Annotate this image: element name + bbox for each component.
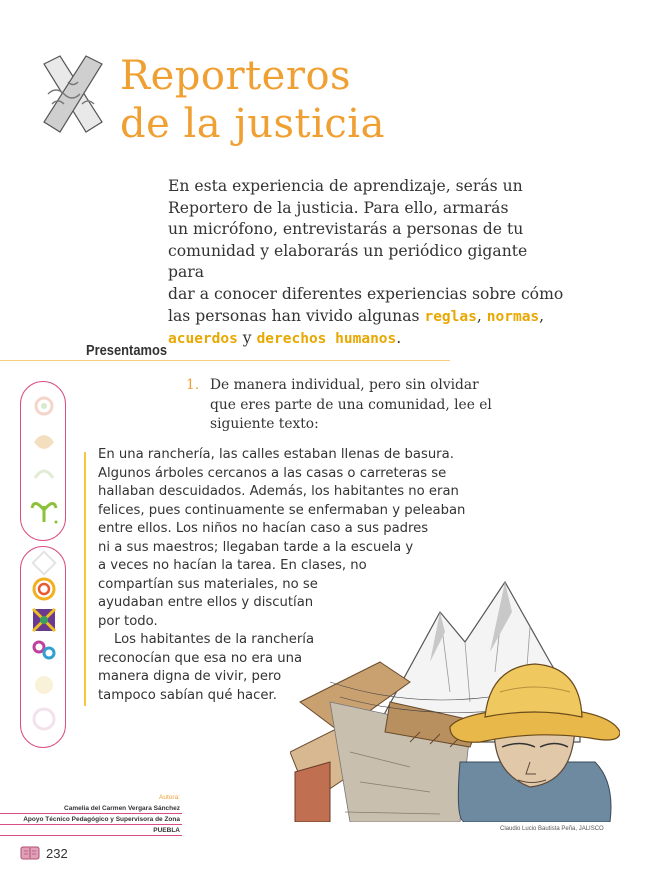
title-line-2: de la justicia	[120, 101, 385, 147]
title-line-1: Reporteros	[120, 53, 352, 99]
step-number: 1.	[186, 377, 200, 393]
reading-line: manera digna de vivir, pero	[98, 669, 282, 684]
step-line: que eres parte de una comunidad, lee el	[210, 396, 492, 413]
intro-text: y	[237, 329, 257, 348]
tree-icon	[35, 471, 53, 478]
intro-text: las personas han vivido algunas	[168, 306, 425, 325]
intro-line: En esta experiencia de aprendizaje, serás un	[168, 177, 523, 195]
infinity-icon	[34, 642, 54, 658]
intro-line: comunidad y elaborarás un periódico gigante para	[168, 241, 528, 282]
step-text	[210, 376, 510, 435]
reading-line: por todo.	[98, 613, 158, 629]
intro-line: Reportero de la justicia. Para ello, armarás	[168, 198, 509, 217]
reading-line: hallaban descuidados. Además, los habitantes no eran	[98, 484, 459, 499]
reading-line: Algunos árboles cercanos a las casas o carreteras se	[98, 465, 447, 481]
keyword-derechos-humanos: derechos humanos	[256, 331, 397, 348]
section-heading: Presentamos	[86, 342, 168, 359]
sun-icon	[35, 676, 53, 694]
village-illustration	[290, 572, 620, 822]
reading-line: felices, pues continuamente se enfermaban y peleaban	[98, 502, 466, 518]
reading-line: compartían sus materiales, no se	[98, 576, 318, 592]
keyword-normas: normas	[486, 308, 540, 325]
spiral-icon	[34, 579, 54, 599]
author-role: Apoyo Técnico Pedagógico y Supervisora de Zona	[0, 814, 182, 825]
intro-text: ,	[476, 306, 487, 325]
sprout-icon	[32, 503, 58, 523]
circle-icon	[34, 709, 54, 729]
reading-accent-bar	[84, 452, 86, 706]
seed-icon	[36, 398, 52, 414]
phase-strip-top	[20, 381, 66, 541]
intro-paragraph	[168, 176, 568, 351]
phase-strip-bottom	[20, 546, 66, 748]
illustration-credit: Claudio Lucio Bautista Peña, JALISCO	[500, 826, 604, 832]
project-x-logo-icon	[38, 52, 108, 142]
reading-line: tampoco sabían qué hacer.	[98, 687, 277, 703]
intro-line: un micrófono, entrevistarás a personas de tu	[168, 220, 524, 239]
keyword-acuerdos: acuerdos	[168, 331, 238, 348]
intro-line	[168, 306, 568, 329]
reading-line: Los habitantes de la ranchería	[114, 632, 315, 647]
author-state: PUEBLA	[0, 825, 182, 836]
intro-line: dar a conocer diferentes experiencias sobre cómo	[168, 284, 564, 303]
diamond-icon	[33, 552, 56, 575]
page-title	[120, 52, 385, 148]
reading-line: ni a sus maestros; llegaban tarde a la escuela y	[98, 539, 414, 555]
intro-line	[168, 328, 568, 351]
cross-box-icon	[33, 609, 55, 631]
keyword-reglas: reglas	[424, 308, 477, 325]
author-label: Autora:	[159, 794, 180, 801]
author-block	[0, 792, 182, 836]
book-icon	[20, 846, 40, 860]
reading-line: reconocían que esa no era una	[98, 650, 303, 666]
intro-text: .	[396, 329, 402, 348]
reading-line: ayudaban entre ellos y discutían	[98, 595, 314, 610]
reading-line: entre ellos. Los niños no hacían caso a sus padres	[98, 521, 429, 536]
page-number: 232	[46, 846, 68, 861]
step-line: De manera individual, pero sin olvidar	[210, 377, 479, 393]
section-divider	[0, 360, 450, 361]
intro-text: ,	[539, 306, 545, 325]
step-line: siguiente texto:	[210, 416, 319, 432]
flower-icon	[34, 435, 54, 449]
reading-line: En una ranchería, las calles estaban llenas de basura.	[98, 447, 454, 462]
author-name: Camelia del Carmen Vergara Sánchez	[0, 803, 182, 814]
reading-line: a veces no hacían la tarea. En clases, no	[98, 558, 367, 573]
